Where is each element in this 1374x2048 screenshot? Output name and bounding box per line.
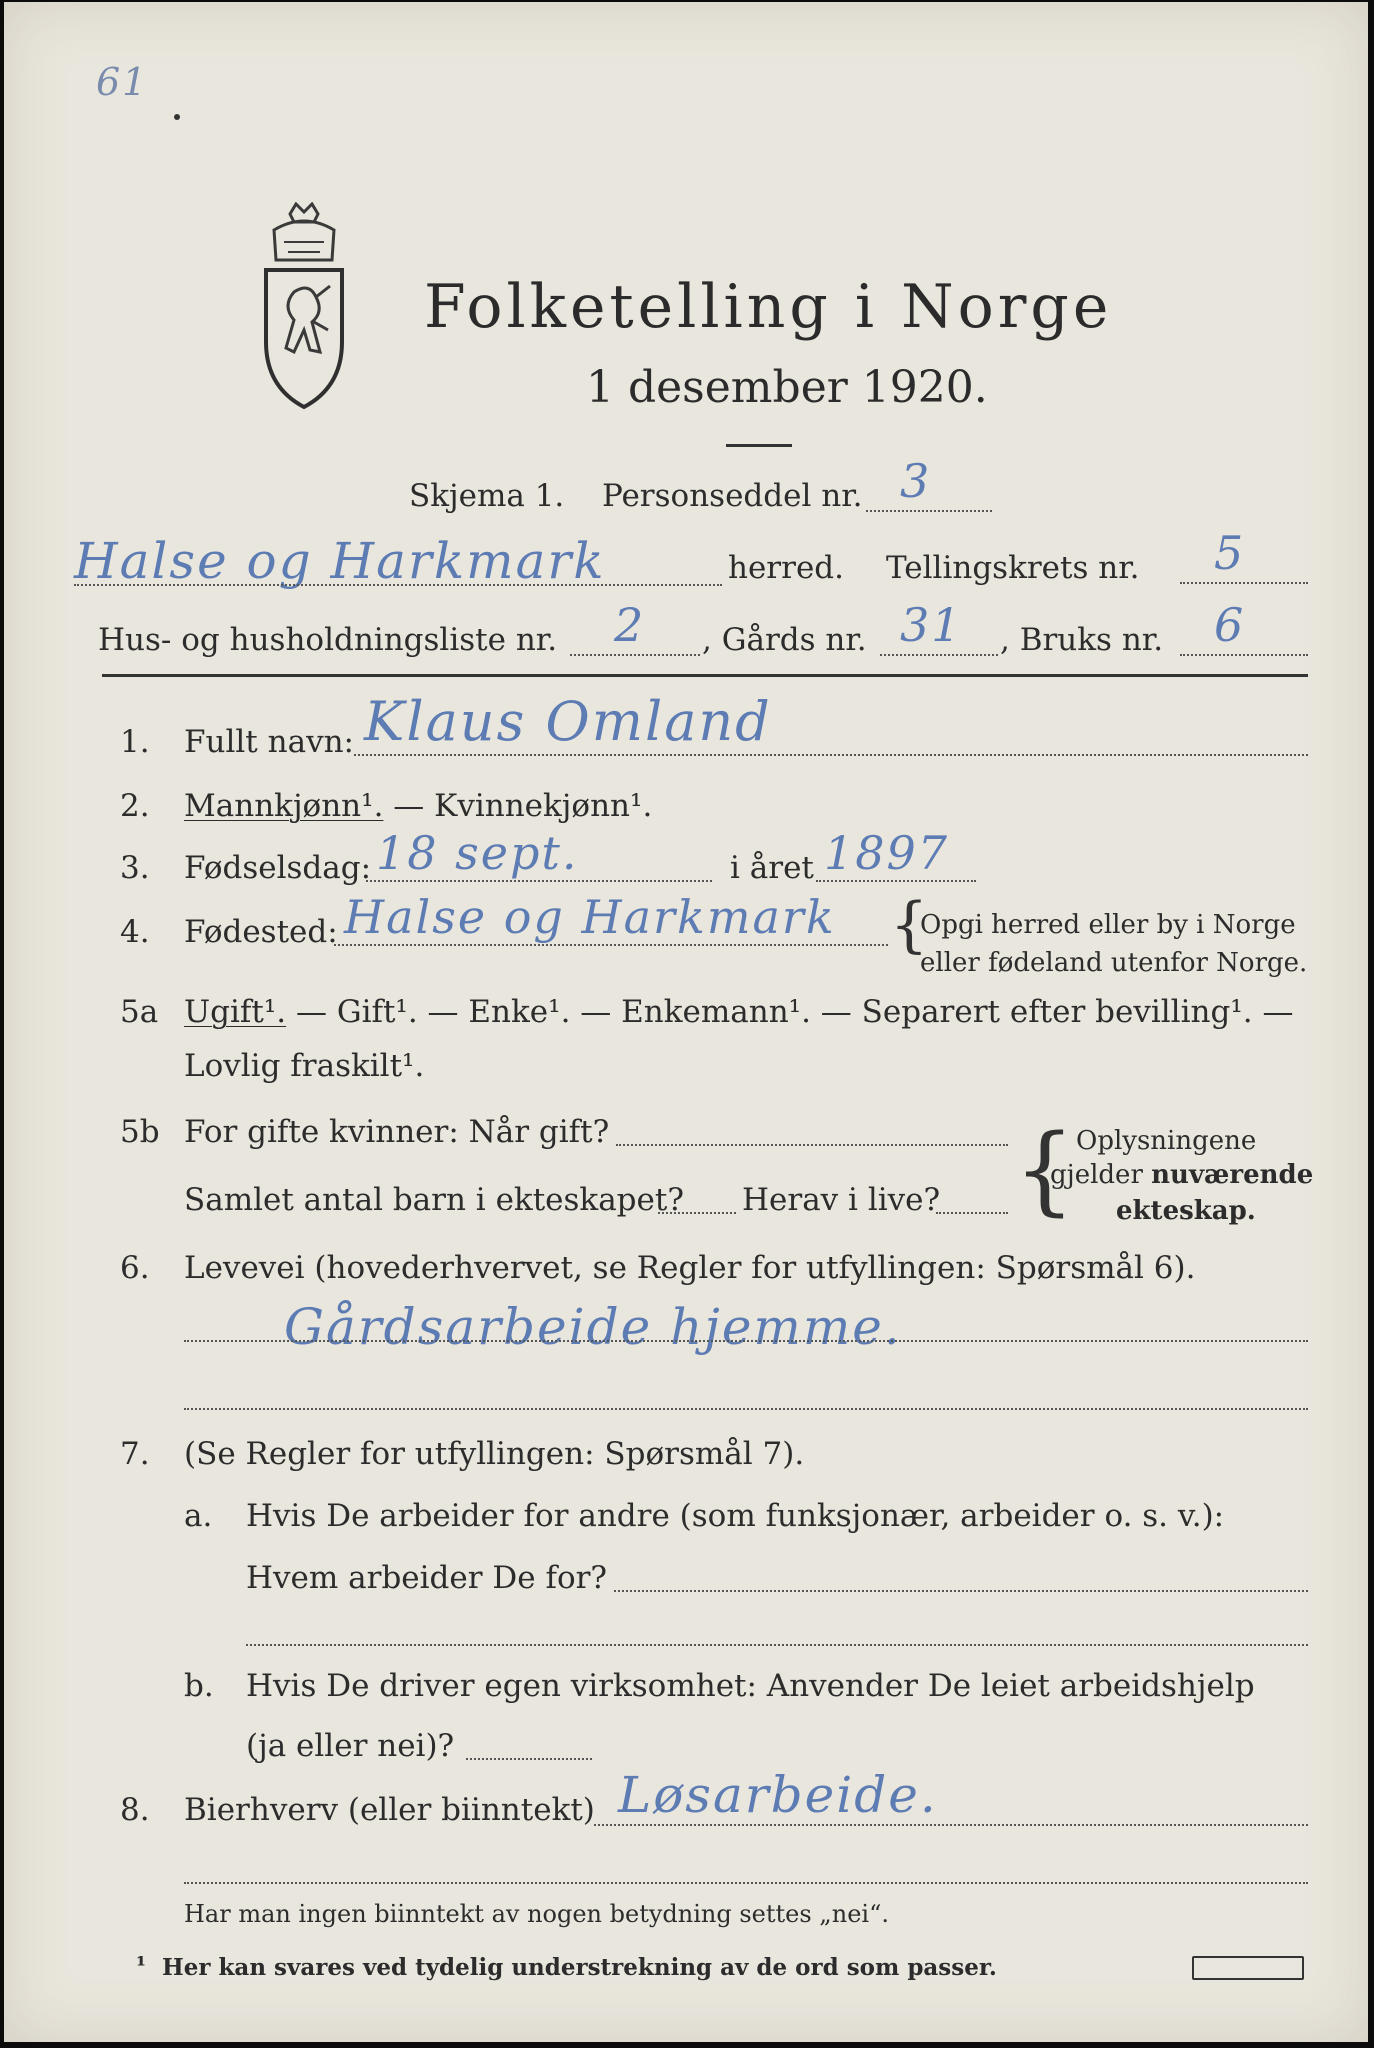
census-form-sheet (4, 2, 1368, 2042)
q2-separator: — (383, 788, 435, 824)
printer-stamp (1192, 1956, 1304, 1980)
title-divider (726, 444, 792, 447)
q3-year-line (816, 880, 976, 882)
q5b-label-2: Samlet antal barn i ekteskapet? (184, 1182, 684, 1218)
ink-dot (174, 114, 180, 120)
q2-options (184, 788, 652, 824)
q7b-text: Hvis De driver egen virksomhet: Anvender De leiet arbeidshjelp (246, 1668, 1255, 1704)
hus-line (570, 654, 700, 656)
hus-value: 2 (614, 598, 646, 652)
bruks-line (1180, 654, 1308, 656)
q2-number: 2. (120, 788, 150, 824)
personseddel-value: 3 (900, 454, 932, 508)
q4-note-2: eller fødeland utenfor Norge. (920, 948, 1308, 978)
q4-note-1: Opgi herred eller by i Norge (920, 910, 1296, 940)
q8-value: Løsarbeide. (618, 1766, 938, 1824)
q8-number: 8. (120, 1792, 150, 1828)
gards-line (880, 654, 998, 656)
q7b-question: (ja eller nei)? (246, 1728, 455, 1764)
personseddel-line (866, 510, 992, 512)
tellingskrets-label: Tellingskrets nr. (886, 550, 1140, 586)
option-mannkjonn[interactable]: Mannkjønn¹. (184, 788, 384, 824)
q5a-other-options[interactable]: — Gift¹. — Enke¹. — Enkemann¹. — Separert efter bevilling¹. — (286, 994, 1294, 1030)
q6-number: 6. (120, 1250, 150, 1286)
q3-line (366, 880, 712, 882)
q3-year-label: i året (730, 850, 814, 886)
q3-number: 3. (120, 850, 150, 886)
q5b-note-2 (1050, 1160, 1313, 1190)
census-date: 1 desember 1920. (586, 362, 988, 413)
q7a-question: Hvem arbeider De for? (246, 1560, 608, 1596)
personseddel-label: Personseddel nr. (602, 478, 863, 514)
q5b-note-2a: gjelder (1050, 1160, 1152, 1190)
q6-line-1 (184, 1340, 1308, 1342)
q5b-note-3: ekteskap. (1116, 1196, 1256, 1226)
q7a-mark: a. (184, 1498, 213, 1534)
header-rule (102, 674, 1308, 677)
q3-value: 18 sept. (376, 826, 579, 880)
q6-label: Levevei (hovederhvervet, se Regler for utfyllingen: Spørsmål 6). (184, 1250, 1196, 1286)
tellingskrets-value: 5 (1214, 526, 1246, 580)
option-kvinnekjonn[interactable]: Kvinnekjønn¹. (434, 788, 653, 824)
q7b-line (466, 1758, 592, 1760)
page-title: Folketelling i Norge (424, 272, 1113, 342)
gards-label: , Gårds nr. (702, 622, 867, 658)
q3-label: Fødselsdag: (184, 850, 372, 886)
skjema-label: Skjema 1. (409, 478, 565, 514)
footnote-mark: ¹ (136, 1952, 147, 1979)
margin-note: 61 (96, 60, 149, 104)
q7-label: (Se Regler for utfyllingen: Spørsmål 7). (184, 1436, 805, 1472)
q7a-line-1 (614, 1590, 1308, 1592)
q5b-line-1 (616, 1144, 1008, 1146)
q1-line (354, 754, 1308, 756)
q5b-note-1: Oplysningene (1076, 1126, 1257, 1156)
q4-number: 4. (120, 914, 150, 950)
herred-value: Halse og Harkmark (74, 532, 606, 590)
q7a-text: Hvis De arbeider for andre (som funksjonær, arbeider o. s. v.): (246, 1498, 1225, 1534)
footnote: Her kan svares ved tydelig understrekning av de ord som passer. (162, 1954, 997, 1981)
q4-label: Fødested: (184, 914, 338, 950)
bruks-value: 6 (1214, 598, 1246, 652)
footer-note: Har man ingen biinntekt av nogen betydning settes „nei“. (184, 1900, 889, 1928)
gards-value: 31 (900, 598, 963, 652)
q3-year-value: 1897 (824, 826, 950, 880)
q4-brace: { (890, 890, 929, 960)
coat-of-arms-icon (254, 202, 354, 412)
option-ugift[interactable]: Ugift¹. (184, 994, 287, 1030)
q5b-line-3 (936, 1212, 1008, 1214)
q4-value: Halse og Harkmark (344, 890, 836, 944)
herred-line (74, 584, 722, 586)
q6-value: Gårdsarbeide hjemme. (284, 1298, 902, 1356)
q7a-line-2 (246, 1644, 1308, 1646)
q8-line-1 (594, 1824, 1308, 1826)
q5b-label-3: Herav i live? (742, 1182, 941, 1218)
herred-label: herred. (728, 550, 844, 586)
tellingskrets-line (1180, 582, 1308, 584)
bruks-label: , Bruks nr. (1000, 622, 1164, 658)
q6-line-2 (184, 1408, 1308, 1410)
q4-line (334, 944, 888, 946)
hus-label: Hus- og husholdningsliste nr. (98, 622, 558, 658)
q5a-options (184, 994, 1293, 1030)
q5b-brace: { (1014, 1114, 1076, 1226)
option-lovlig-fraskilt[interactable]: Lovlig fraskilt¹. (184, 1048, 425, 1084)
q1-label: Fullt navn: (184, 724, 354, 760)
q8-line-2 (184, 1882, 1308, 1884)
q5b-line-2 (658, 1212, 736, 1214)
q5b-note-2b: nuværende (1151, 1160, 1314, 1190)
q1-value: Klaus Omland (364, 690, 772, 753)
q5b-label-1: For gifte kvinner: Når gift? (184, 1114, 610, 1150)
q8-label: Bierhverv (eller biinntekt) (184, 1792, 595, 1828)
q5a-number: 5a (120, 994, 159, 1030)
q7-number: 7. (120, 1436, 150, 1472)
q1-number: 1. (120, 724, 150, 760)
q7b-mark: b. (184, 1668, 214, 1704)
q5b-number: 5b (120, 1114, 160, 1150)
